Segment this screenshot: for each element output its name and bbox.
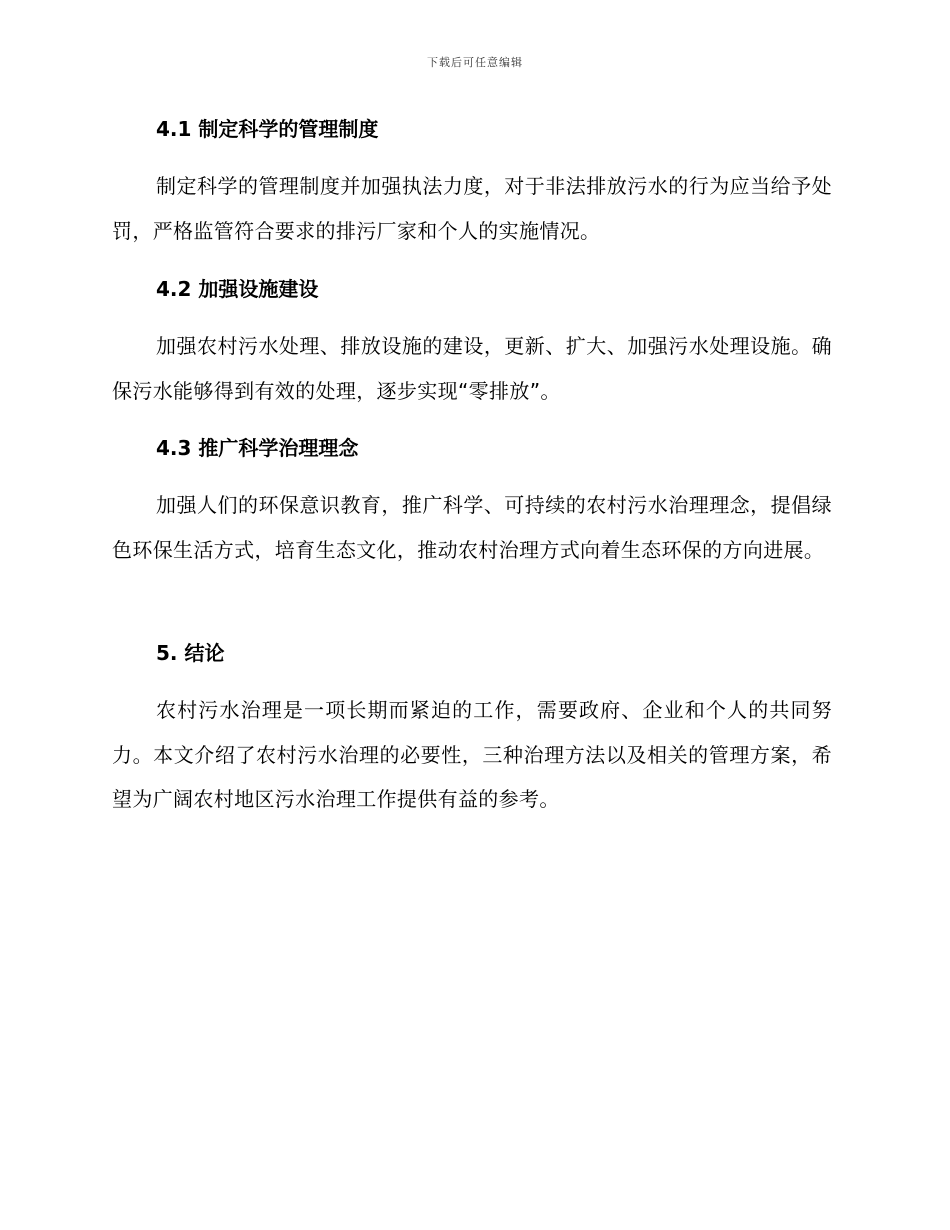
- page-header: 下载后可任意编辑: [427, 56, 523, 69]
- section-heading-4-2: 4.2 加强设施建设: [156, 277, 319, 301]
- section-body-4-1: 制定科学的管理制度并加强执法力度，对于非法排放污水的行为应当给予处罚，严格监管符合要求的排污厂家和个人的实施情况。: [112, 174, 832, 243]
- section-heading-4-1: 4.1 制定科学的管理制度: [156, 117, 379, 141]
- section-heading-4-3: 4.3 推广科学治理理念: [156, 436, 359, 460]
- section-body-4-3: 加强人们的环保意识教育，推广科学、可持续的农村污水治理理念，提倡绿色环保生活方式，培育生态文化，推动农村治理方式向着生态环保的方向进展。: [112, 493, 832, 562]
- section-body-4-2: 加强农村污水处理、排放设施的建设，更新、扩大、加强污水处理设施。确保污水能够得到有效的处理，逐步实现“零排放”。: [112, 334, 832, 403]
- section-heading-5: 5. 结论: [156, 641, 225, 665]
- section-body-5: 农村污水治理是一项长期而紧迫的工作，需要政府、企业和个人的共同努力。本文介绍了农村污水治理的必要性，三种治理方法以及相关的管理方案，希望为广阔农村地区污水治理工作提供有益的参考。: [112, 698, 832, 811]
